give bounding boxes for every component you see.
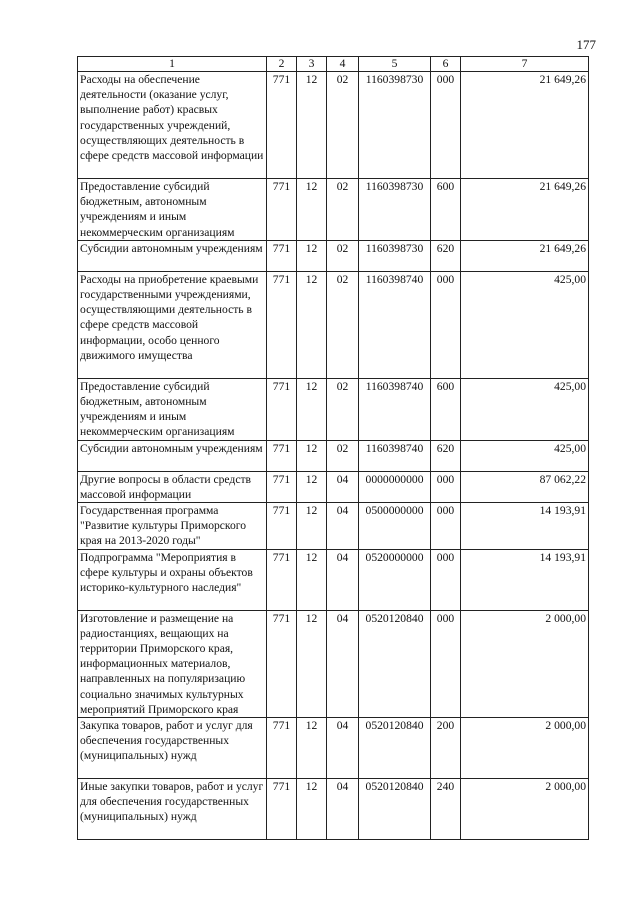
- row-section-code: 12: [297, 179, 327, 241]
- row-admin-code: 771: [267, 610, 297, 717]
- row-subsection-code: 02: [327, 271, 359, 378]
- row-description: Закупка товаров, работ и услуг для обеспечения государственных (муниципальных) нужд: [78, 718, 267, 779]
- row-description: Государственная программа "Развитие культуры Приморского края на 2013-2020 годы": [78, 503, 267, 550]
- row-section-code: 12: [297, 471, 327, 502]
- row-admin-code: 771: [267, 718, 297, 779]
- row-expense-type-code: 000: [431, 549, 461, 610]
- row-description: Предоставление субсидий бюджетным, автономным учреждениям и иным некоммерческим организациям: [78, 378, 267, 440]
- row-section-code: 12: [297, 271, 327, 378]
- table-row: [78, 378, 589, 440]
- row-admin-code: 771: [267, 271, 297, 378]
- row-target-code: 0520120840: [359, 610, 431, 717]
- row-section-code: 12: [297, 549, 327, 610]
- table-row: [78, 610, 589, 717]
- row-description: Субсидии автономным учреждениям: [78, 440, 267, 471]
- header-cell-4: 4: [327, 57, 359, 72]
- table-row: [78, 503, 589, 550]
- row-target-code: 1160398740: [359, 378, 431, 440]
- table-row: [78, 779, 589, 840]
- row-section-code: 12: [297, 718, 327, 779]
- row-amount: 2 000,00: [461, 610, 589, 717]
- row-section-code: 12: [297, 610, 327, 717]
- row-section-code: 12: [297, 440, 327, 471]
- row-description: Расходы на обеспечение деятельности (оказание услуг, выполнение работ) красвых государственных учреждений, осуществляющих деятельность в сфере средств массовой информации: [78, 72, 267, 179]
- header-cell-7: 7: [461, 57, 589, 72]
- row-target-code: 0520120840: [359, 779, 431, 840]
- row-target-code: 1160398730: [359, 179, 431, 241]
- row-section-code: 12: [297, 240, 327, 271]
- row-amount: 14 193,91: [461, 549, 589, 610]
- row-admin-code: 771: [267, 471, 297, 502]
- header-cell-3: 3: [297, 57, 327, 72]
- row-expense-type-code: 620: [431, 440, 461, 471]
- row-description: Субсидии автономным учреждениям: [78, 240, 267, 271]
- row-section-code: 12: [297, 72, 327, 179]
- row-amount: 2 000,00: [461, 718, 589, 779]
- row-target-code: 1160398730: [359, 72, 431, 179]
- row-subsection-code: 02: [327, 440, 359, 471]
- table-row: [78, 471, 589, 502]
- row-target-code: 0500000000: [359, 503, 431, 550]
- row-amount: 2 000,00: [461, 779, 589, 840]
- row-target-code: 0520000000: [359, 549, 431, 610]
- row-subsection-code: 02: [327, 378, 359, 440]
- row-admin-code: 771: [267, 240, 297, 271]
- row-amount: 87 062,22: [461, 471, 589, 502]
- row-expense-type-code: 000: [431, 271, 461, 378]
- row-expense-type-code: 600: [431, 378, 461, 440]
- budget-table: [77, 56, 589, 840]
- row-target-code: 1160398740: [359, 271, 431, 378]
- row-section-code: 12: [297, 779, 327, 840]
- row-expense-type-code: 200: [431, 718, 461, 779]
- header-cell-6: 6: [431, 57, 461, 72]
- table-row: [78, 179, 589, 241]
- page-number: 177: [576, 37, 596, 52]
- row-admin-code: 771: [267, 378, 297, 440]
- row-admin-code: 771: [267, 440, 297, 471]
- row-admin-code: 771: [267, 72, 297, 179]
- table-row: [78, 240, 589, 271]
- row-description: Изготовление и размещение на радиостанциях, вещающих на территории Приморского края, информационных материалов, направленных на популяризацию социально значимых культурных мероприятий Приморского края: [78, 610, 267, 717]
- row-section-code: 12: [297, 378, 327, 440]
- row-subsection-code: 02: [327, 72, 359, 179]
- row-target-code: 0000000000: [359, 471, 431, 502]
- row-subsection-code: 04: [327, 503, 359, 550]
- row-amount: 425,00: [461, 440, 589, 471]
- row-target-code: 0520120840: [359, 718, 431, 779]
- row-description: Другие вопросы в области средств массовой информации: [78, 471, 267, 502]
- row-subsection-code: 04: [327, 718, 359, 779]
- table-row: [78, 440, 589, 471]
- row-expense-type-code: 000: [431, 471, 461, 502]
- row-amount: 425,00: [461, 271, 589, 378]
- header-cell-2: 2: [267, 57, 297, 72]
- row-admin-code: 771: [267, 179, 297, 241]
- row-subsection-code: 04: [327, 610, 359, 717]
- row-subsection-code: 04: [327, 471, 359, 502]
- table-row: [78, 549, 589, 610]
- row-admin-code: 771: [267, 549, 297, 610]
- table-row: [78, 72, 589, 179]
- table-row: [78, 718, 589, 779]
- row-expense-type-code: 600: [431, 179, 461, 241]
- header-cell-1: 1: [78, 57, 267, 72]
- row-section-code: 12: [297, 503, 327, 550]
- row-subsection-code: 04: [327, 779, 359, 840]
- row-target-code: 1160398730: [359, 240, 431, 271]
- row-expense-type-code: 240: [431, 779, 461, 840]
- row-expense-type-code: 620: [431, 240, 461, 271]
- row-amount: 21 649,26: [461, 72, 589, 179]
- row-admin-code: 771: [267, 503, 297, 550]
- row-subsection-code: 02: [327, 240, 359, 271]
- row-amount: 425,00: [461, 378, 589, 440]
- row-description: Подпрограмма "Мероприятия в сфере культуры и охраны объектов историко-культурного наследия": [78, 549, 267, 610]
- row-expense-type-code: 000: [431, 610, 461, 717]
- row-description: Иные закупки товаров, работ и услуг для обеспечения государственных (муниципальных) нужд: [78, 779, 267, 840]
- row-expense-type-code: 000: [431, 503, 461, 550]
- row-subsection-code: 02: [327, 179, 359, 241]
- row-amount: 21 649,26: [461, 240, 589, 271]
- header-row: [78, 57, 589, 72]
- row-target-code: 1160398740: [359, 440, 431, 471]
- row-amount: 21 649,26: [461, 179, 589, 241]
- row-subsection-code: 04: [327, 549, 359, 610]
- header-cell-5: 5: [359, 57, 431, 72]
- table-row: [78, 271, 589, 378]
- row-description: Расходы на приобретение краевыми государственными учреждениями, осуществляющими деятельность в сфере средств массовой информации, особо ценного движимого имущества: [78, 271, 267, 378]
- row-description: Предоставление субсидий бюджетным, автономным учреждениям и иным некоммерческим организациям: [78, 179, 267, 241]
- row-expense-type-code: 000: [431, 72, 461, 179]
- row-amount: 14 193,91: [461, 503, 589, 550]
- row-admin-code: 771: [267, 779, 297, 840]
